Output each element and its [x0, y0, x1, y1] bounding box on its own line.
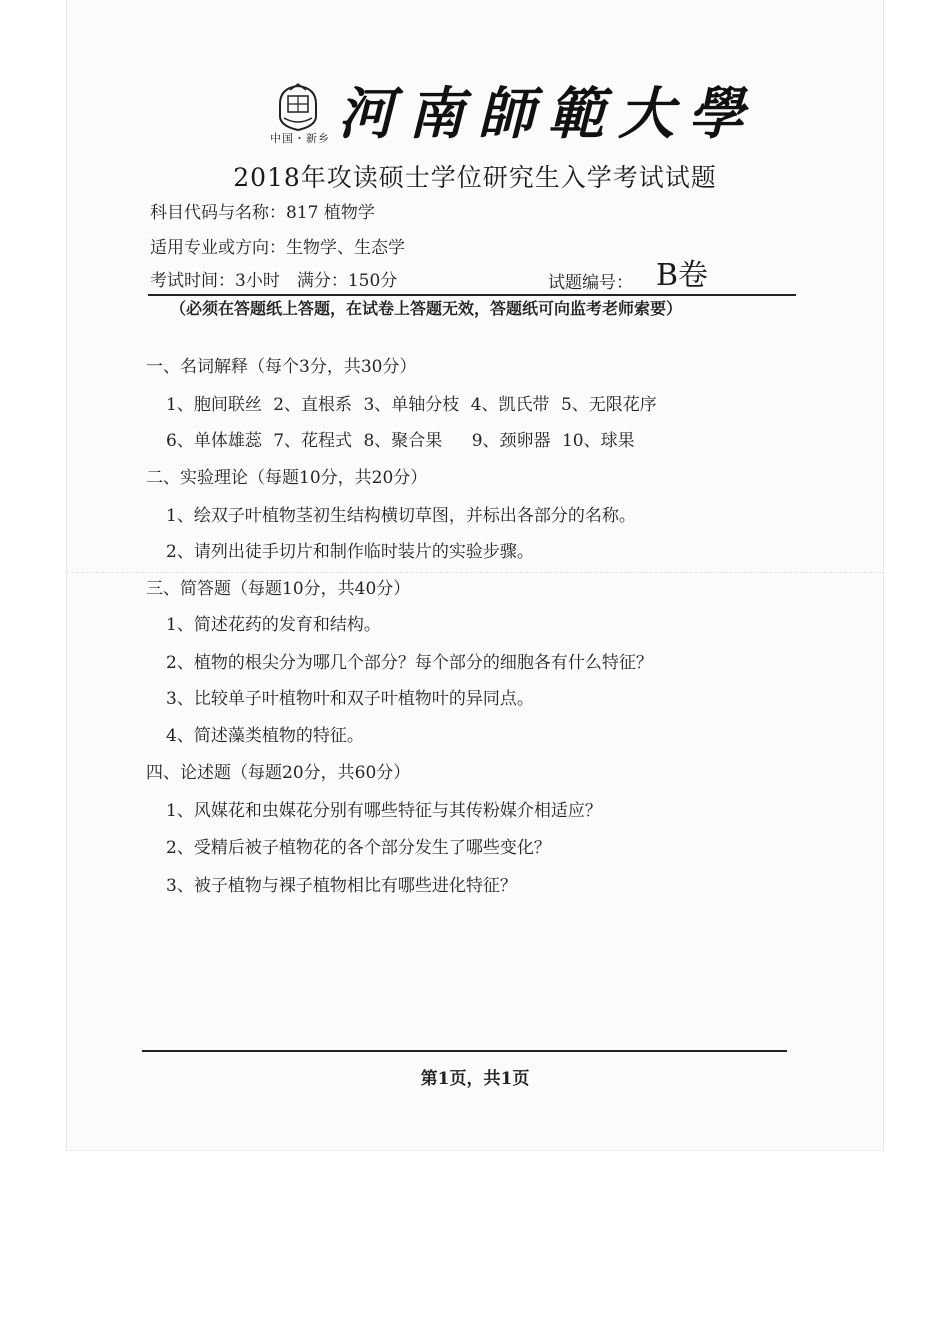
major-line: 适用专业或方向：生物学、生态学: [150, 238, 405, 258]
question-item: 1、绘双子叶植物茎初生结构横切草图，并标出各部分的名称。: [166, 506, 636, 526]
term-item: 7、花程式: [273, 431, 353, 451]
question-item: 2、植物的根尖分为哪几个部分？每个部分的细胞各有什么特征？: [166, 653, 653, 673]
emblem-caption: 中国・新乡: [270, 132, 330, 145]
university-name: 河南師範大學: [338, 81, 758, 147]
term-row-1: [166, 390, 663, 415]
term-item: 6、单体雄蕊: [166, 431, 262, 451]
exam-title: 2018年攻读硕士学位研究生入学考试试题: [233, 163, 717, 192]
university-logo: [270, 81, 758, 152]
footer-divider: [142, 1050, 787, 1052]
question-item: 3、被子植物与裸子植物相比有哪些进化特征？: [166, 876, 517, 896]
paper-id-value: B卷: [656, 258, 709, 293]
term-item: 4、凯氏带: [470, 395, 550, 415]
page-number: 第1页，共1页: [420, 1069, 530, 1089]
term-item: 10、球果: [561, 431, 635, 451]
time-score-line: 考试时间：3小时 满分：150分: [150, 271, 398, 291]
section-2-heading: 二、实验理论（每题10分，共20分）: [146, 468, 428, 488]
term-item: 1、胞间联丝: [166, 395, 262, 415]
subject-line: 科目代码与名称：817 植物学: [150, 203, 375, 223]
question-item: 1、风媒花和虫媒花分别有哪些特征与其传粉媒介相适应？: [166, 801, 602, 821]
question-item: 4、简述藻类植物的特征。: [166, 726, 364, 746]
section-3-heading: 三、简答题（每题10分，共40分）: [146, 579, 411, 599]
paper-id-label: 试题编号：: [548, 273, 633, 293]
paper-fold-line: [66, 572, 882, 573]
term-item: 2、直根系: [273, 395, 353, 415]
term-item: 9、颈卵器: [471, 431, 551, 451]
question-item: 3、比较单子叶植物叶和双子叶植物叶的异同点。: [166, 689, 534, 709]
term-item: 5、无限花序: [560, 395, 657, 415]
question-item: 2、请列出徒手切片和制作临时装片的实验步骤。: [166, 542, 534, 562]
term-item: 8、聚合果: [363, 431, 443, 451]
question-item: 2、受精后被子植物花的各个部分发生了哪些变化？: [166, 838, 551, 858]
term-row-2: [166, 426, 641, 451]
answer-notice: （必须在答题纸上答题，在试卷上答题无效，答题纸可向监考老师索要）: [170, 299, 683, 318]
section-1-heading: 一、名词解释（每个3分，共30分）: [146, 357, 417, 377]
question-item: 1、简述花药的发育和结构。: [166, 615, 381, 635]
section-4-heading: 四、论述题（每题20分，共60分）: [146, 763, 411, 783]
university-emblem-icon: [276, 82, 320, 134]
term-item: 3、单轴分枝: [363, 395, 460, 415]
